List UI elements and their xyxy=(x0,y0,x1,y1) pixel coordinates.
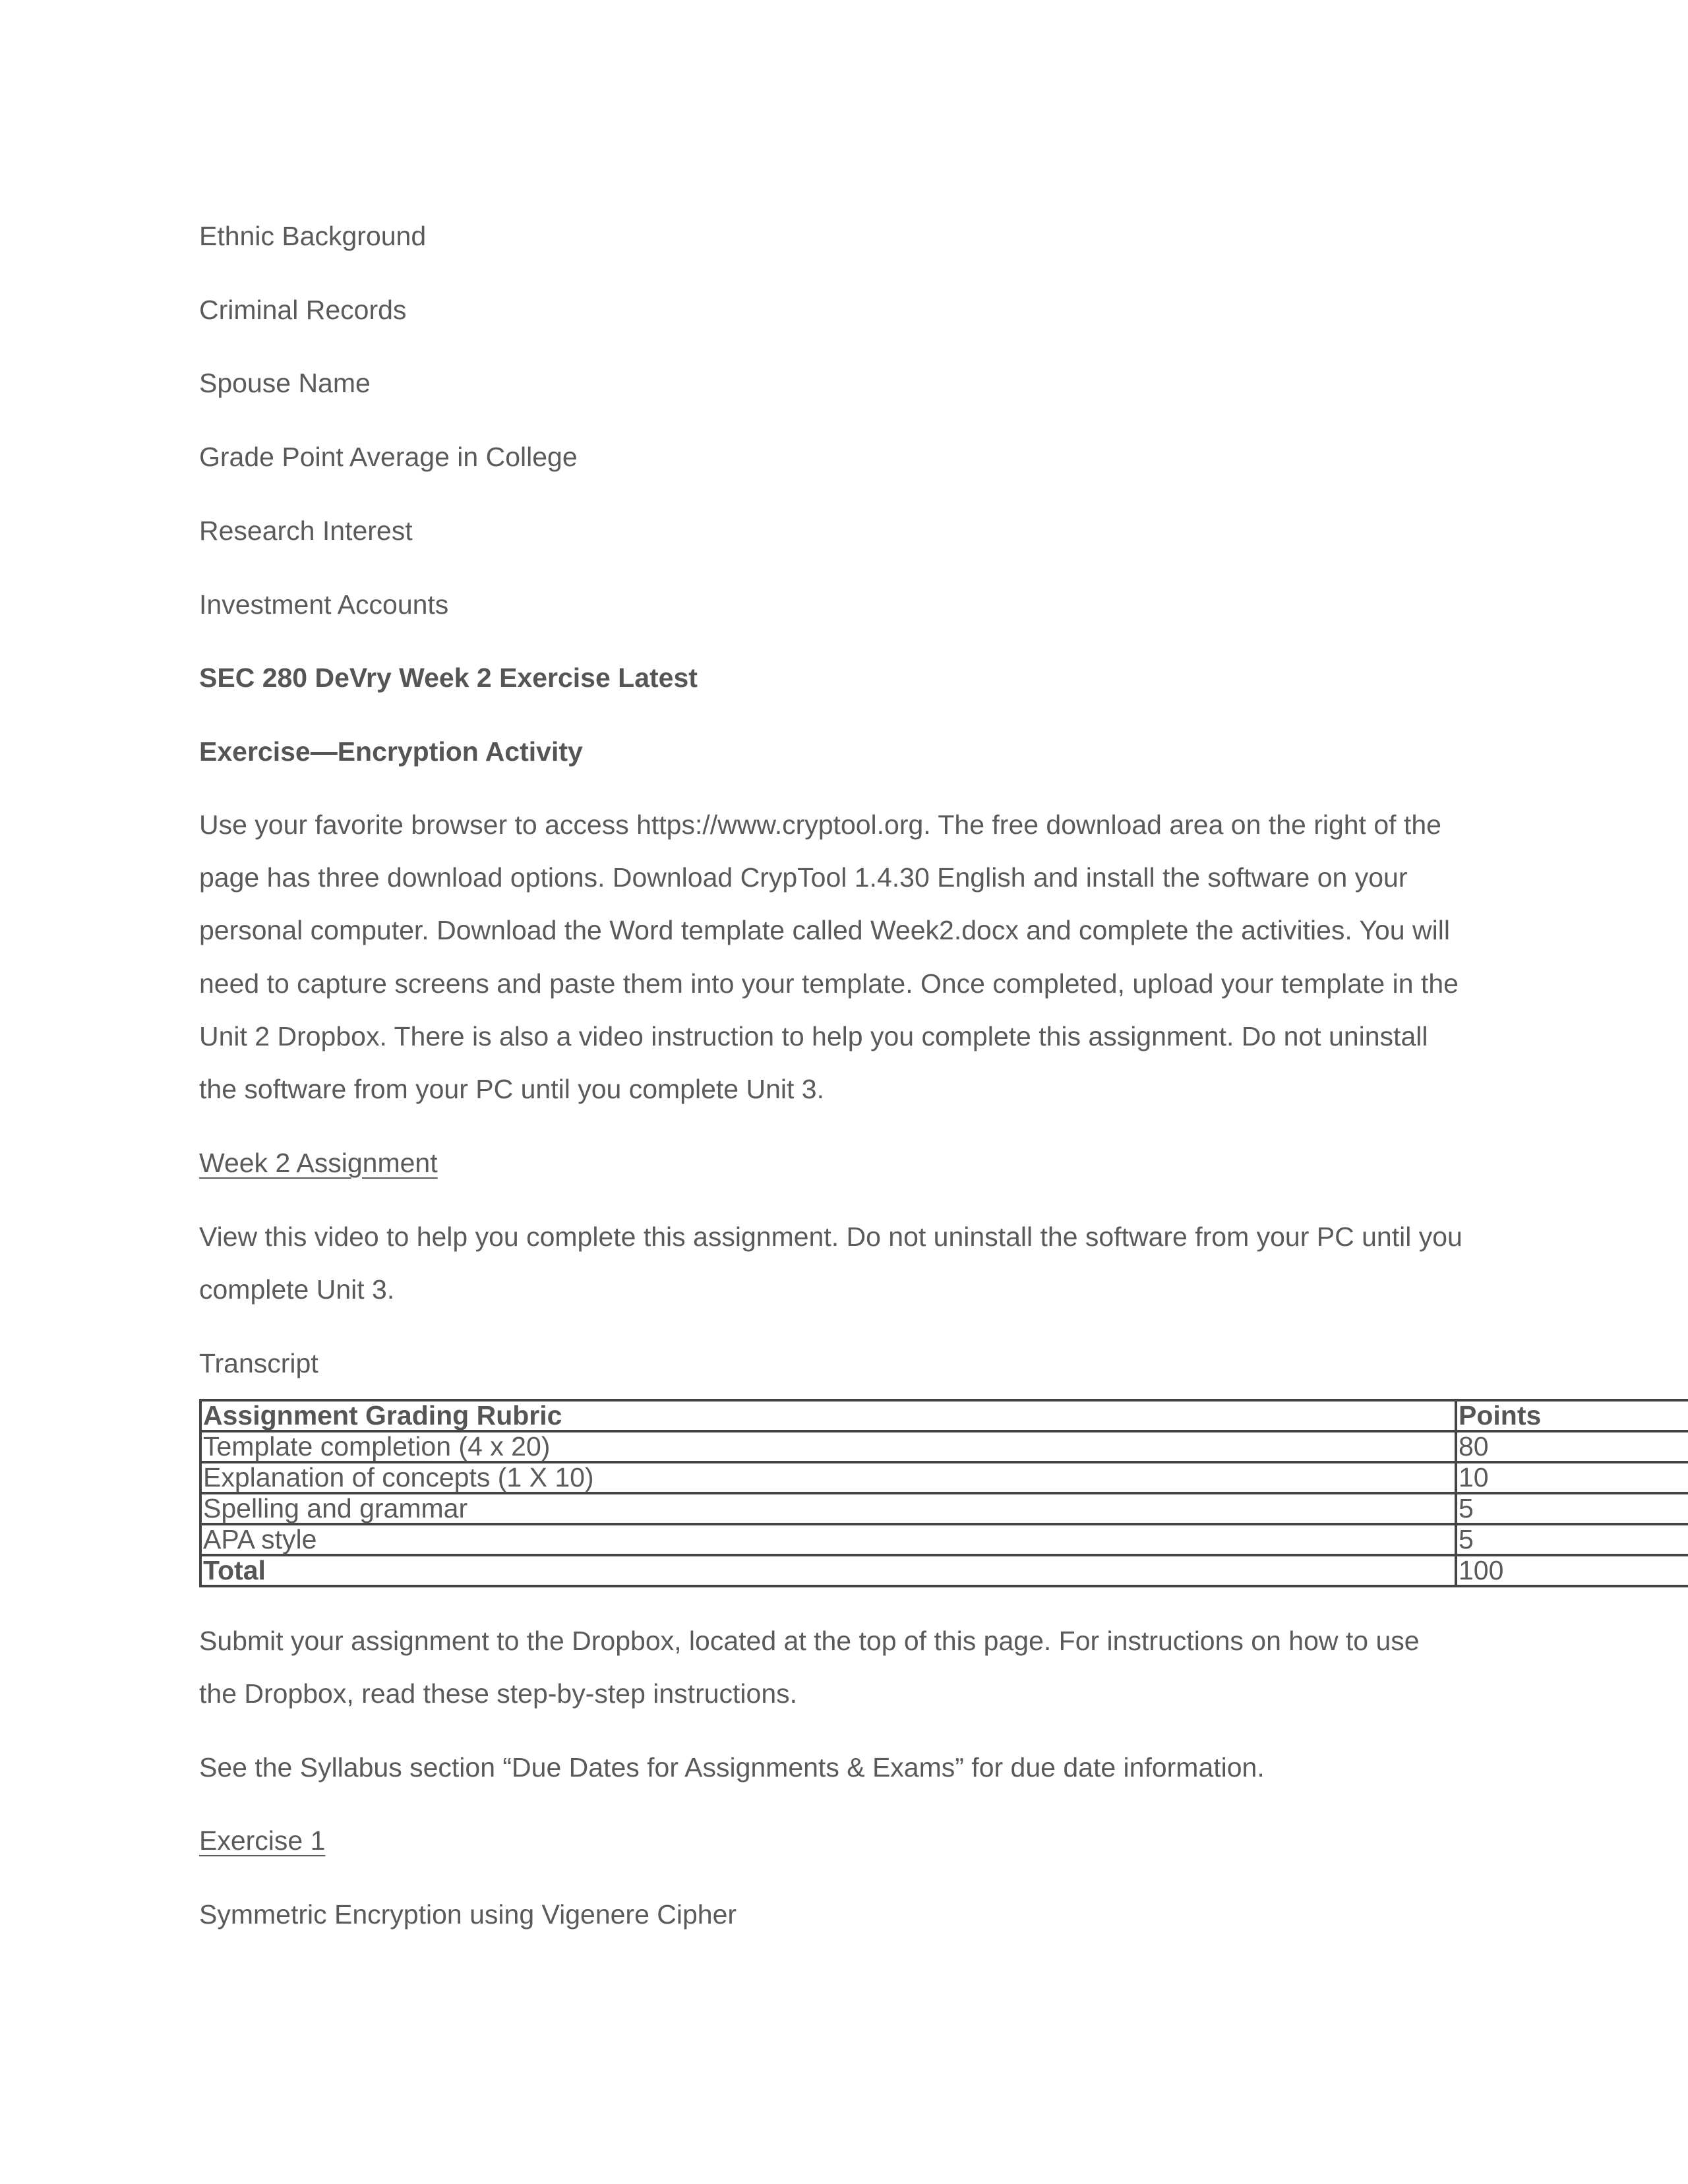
list-item-research-interest: Research Interest xyxy=(199,516,413,546)
rubric-item: APA style xyxy=(200,1524,1456,1555)
table-row xyxy=(200,1462,1688,1493)
total-label: Total xyxy=(200,1555,1456,1586)
table-row xyxy=(200,1493,1688,1524)
intro-line-1: Use your favorite browser to access https://www.cryptool.org. The free download area on the right of the xyxy=(199,810,1441,840)
rubric-item: Template completion (4 x 20) xyxy=(200,1431,1456,1462)
table-total-row xyxy=(200,1555,1688,1586)
intro-line-3: personal computer. Download the Word template called Week2.docx and complete the activities. You will xyxy=(199,915,1450,945)
exercise-subtitle: Symmetric Encryption using Vigenere Cipher xyxy=(199,1899,737,1930)
table-header-row xyxy=(200,1400,1688,1431)
list-item-investment-accounts: Investment Accounts xyxy=(199,589,449,620)
list-item-spouse-name: Spouse Name xyxy=(199,368,371,398)
exercise-heading: Exercise—Encryption Activity xyxy=(199,736,583,767)
week2-assignment-link[interactable]: Week 2 Assignment xyxy=(199,1148,438,1178)
intro-line-4: need to capture screens and paste them into your template. Once completed, upload your template in the xyxy=(199,968,1459,999)
syllabus-note: See the Syllabus section “Due Dates for Assignments & Exams” for due date information. xyxy=(199,1752,1265,1783)
header-points: Points xyxy=(1456,1400,1688,1431)
video-line-1: View this video to help you complete this assignment. Do not uninstall the software from your PC until you xyxy=(199,1222,1462,1252)
video-line-2: complete Unit 3. xyxy=(199,1274,395,1305)
exercise-1-link[interactable]: Exercise 1 xyxy=(199,1825,326,1856)
rubric-points: 5 xyxy=(1456,1493,1688,1524)
rubric-points: 80 xyxy=(1456,1431,1688,1462)
table-row xyxy=(200,1524,1688,1555)
total-points: 100 xyxy=(1456,1555,1688,1586)
header-rubric: Assignment Grading Rubric xyxy=(200,1400,1456,1431)
rubric-item: Spelling and grammar xyxy=(200,1493,1456,1524)
rubric-points: 5 xyxy=(1456,1524,1688,1555)
list-item-criminal-records: Criminal Records xyxy=(199,295,407,325)
transcript-label: Transcript xyxy=(199,1348,318,1378)
intro-line-2: page has three download options. Download CrypTool 1.4.30 English and install the software on your xyxy=(199,862,1408,893)
submit-line-1: Submit your assignment to the Dropbox, located at the top of this page. For instructions on how to use xyxy=(199,1626,1420,1656)
rubric-item: Explanation of concepts (1 X 10) xyxy=(200,1462,1456,1493)
list-item-gpa: Grade Point Average in College xyxy=(199,442,578,472)
intro-line-5: Unit 2 Dropbox. There is also a video instruction to help you complete this assignment. Do not uninstall xyxy=(199,1021,1428,1051)
list-item-ethnic-background: Ethnic Background xyxy=(199,221,427,251)
submit-line-2: the Dropbox, read these step-by-step instructions. xyxy=(199,1678,798,1709)
intro-line-6: the software from your PC until you complete Unit 3. xyxy=(199,1074,824,1104)
table-row xyxy=(200,1431,1688,1462)
document-heading: SEC 280 DeVry Week 2 Exercise Latest xyxy=(199,663,698,693)
rubric-points: 10 xyxy=(1456,1462,1688,1493)
grading-rubric-table xyxy=(199,1399,1688,1587)
